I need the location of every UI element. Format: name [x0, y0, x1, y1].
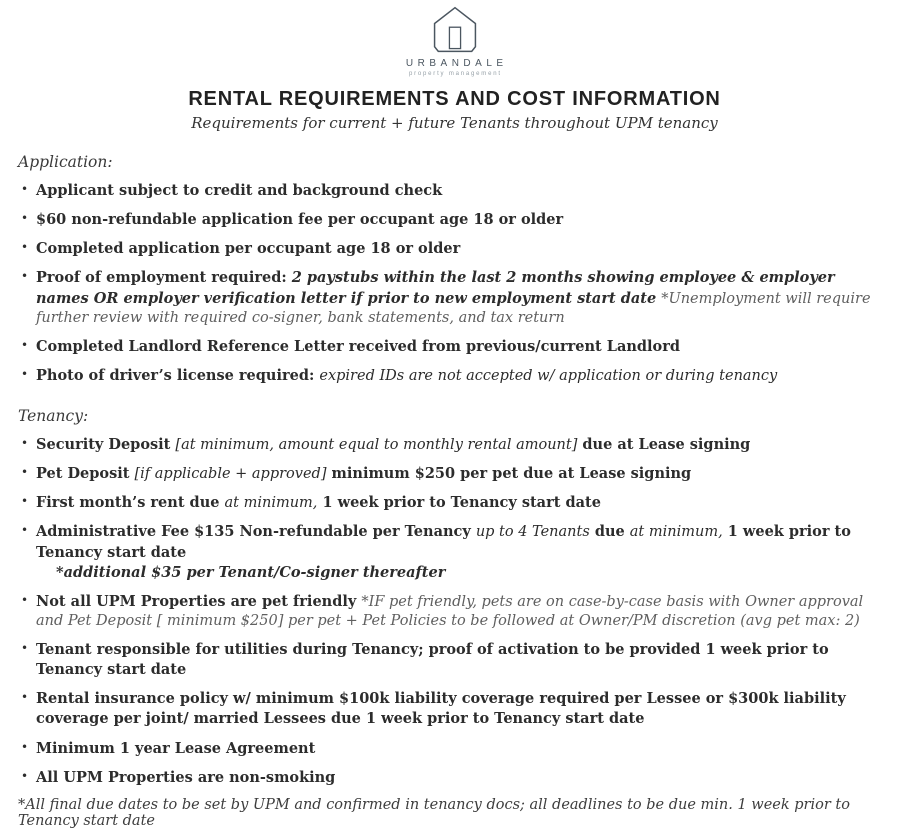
- text-segment: Completed Landlord Reference Letter received from previous/current Landlord: [36, 337, 680, 355]
- text-segment: All UPM Properties are non-smoking: [36, 768, 336, 786]
- list-item: [18, 181, 891, 201]
- list-item: [18, 592, 891, 631]
- text-segment: up to 4 Tenants: [475, 524, 590, 541]
- text-segment: 1 week prior to Tenancy start date: [36, 523, 851, 561]
- text-segment: Completed application per occupant age 18 or older: [36, 240, 461, 258]
- section-heading-tenancy: Tenancy:: [18, 407, 89, 425]
- text-segment: 1 week prior to Tenancy start date: [317, 494, 601, 512]
- bullet-marker: •: [21, 641, 29, 655]
- list-item: [18, 337, 891, 357]
- page-title: RENTAL REQUIREMENTS AND COST INFORMATION: [188, 88, 721, 110]
- bullet-marker: •: [21, 465, 29, 480]
- list-item: [18, 768, 891, 788]
- bullet-text: [36, 239, 891, 259]
- list-item: [18, 640, 891, 680]
- section-application: [18, 153, 891, 386]
- text-segment: [if applicable + approved]: [134, 466, 327, 483]
- section-heading-application: Application:: [18, 153, 113, 171]
- text-segment: minimum $250 per pet due at Lease signing: [326, 465, 692, 483]
- application-bullet-list: [18, 181, 891, 386]
- brand-tagline: property management: [408, 71, 502, 77]
- page-subtitle: Requirements for current + future Tenants throughout UPM tenancy: [191, 114, 718, 132]
- text-segment: 2 paystubs within the last 2 months showing employee & employer names OR employer verification letter if prior to new employment start date: [36, 269, 835, 307]
- list-item: [18, 210, 891, 230]
- bullet-marker: •: [21, 211, 29, 226]
- text-segment: Pet Deposit: [36, 465, 135, 483]
- list-item: [18, 268, 891, 327]
- text-segment: Photo of driver’s license required:: [36, 366, 320, 384]
- footer-note: *All final due dates to be set by UPM and confirmed in tenancy docs; all deadlines to be due min. 1 week prior to Tenancy start date: [18, 796, 850, 829]
- list-item: [18, 464, 891, 484]
- bullet-text: [36, 768, 891, 788]
- bullet-text: [36, 493, 891, 513]
- bullet-text: [36, 337, 891, 357]
- list-item: [18, 522, 891, 582]
- bullet-marker: •: [21, 366, 29, 381]
- bullet-marker: •: [21, 269, 29, 284]
- bullet-marker: •: [21, 768, 29, 783]
- list-item: [18, 239, 891, 259]
- section-tenancy: [18, 407, 891, 788]
- bullet-text: [36, 268, 891, 327]
- bullet-text: [36, 640, 891, 680]
- text-segment: Not all UPM Properties are pet friendly: [36, 592, 362, 610]
- text-segment: Applicant subject to credit and background check: [36, 182, 443, 199]
- brand-wordmark: URBANDALE: [405, 58, 508, 69]
- text-segment: $60 non-refundable application fee per occupant age 18 or older: [36, 211, 564, 229]
- text-segment: *additional $35 per Tenant/Co-signer thereafter: [56, 563, 446, 581]
- list-item: [18, 366, 891, 386]
- bullet-marker: •: [21, 690, 29, 705]
- tenancy-bullet-list: [18, 435, 891, 788]
- text-segment: Proof of employment required:: [36, 269, 292, 287]
- bullet-text: [36, 464, 891, 484]
- bullet-marker: •: [21, 182, 29, 196]
- bullet-marker: •: [21, 337, 29, 352]
- bullet-marker: •: [21, 523, 29, 538]
- text-segment: at minimum,: [224, 495, 318, 512]
- text-segment: due at Lease signing: [577, 436, 751, 453]
- text-segment: Security Deposit: [36, 436, 176, 453]
- text-segment: Rental insurance policy w/ minimum $100k liability coverage required per Lessee or $300k liability coverage per joint/ married Lessees due 1 week prior to Tenancy start date: [36, 690, 846, 728]
- list-item: [18, 689, 891, 729]
- masthead: [18, 4, 891, 132]
- bullet-text: [36, 181, 891, 201]
- text-segment: First month’s rent due: [36, 494, 225, 512]
- bullet-text: [36, 592, 891, 631]
- bullet-text: [36, 210, 891, 230]
- bullet-text: [36, 739, 891, 759]
- text-segment: Administrative Fee $135 Non-refundable per Tenancy: [36, 523, 476, 541]
- bullet-marker: •: [21, 592, 29, 607]
- bullet-marker: •: [21, 739, 29, 754]
- list-item: [18, 739, 891, 759]
- list-item: [18, 493, 891, 513]
- bullet-marker: •: [21, 436, 29, 450]
- text-segment: at minimum,: [629, 524, 723, 541]
- text-segment: [at minimum, amount equal to monthly rental amount]: [175, 437, 578, 453]
- bullet-text: [36, 366, 891, 386]
- bullet-text: [36, 522, 891, 562]
- text-segment: Tenant responsible for utilities during Tenancy; proof of activation to be provided 1 week prior to Tenancy start date: [36, 641, 829, 679]
- bullet-marker: •: [21, 494, 29, 509]
- text-segment: *Unemployment will require further review with required co-signer, bank statements, and tax return: [36, 290, 871, 326]
- bullet-text: [36, 435, 891, 455]
- text-segment: Minimum 1 year Lease Agreement: [36, 739, 316, 757]
- text-segment: *IF pet friendly, pets are on case-by-case basis with Owner approval and Pet Deposit [ minimum $250] per pet + Pet Policies to be followed at Owner/PM discretion (avg pet max: 2): [36, 593, 864, 629]
- bullet-text: [36, 689, 891, 729]
- text-segment: expired IDs are not accepted w/ application or during tenancy: [319, 367, 778, 384]
- bullet-marker: •: [21, 240, 29, 255]
- house-logo-icon: [429, 4, 481, 56]
- text-segment: due: [589, 523, 630, 541]
- list-item: [18, 435, 891, 455]
- bullet-subline: [36, 563, 891, 583]
